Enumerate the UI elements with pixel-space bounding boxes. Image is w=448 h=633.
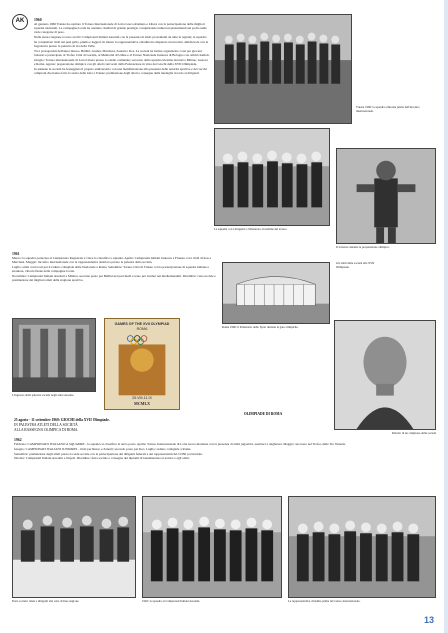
photo-stadium <box>222 262 330 324</box>
olympic-title: OLIMPIADE DI ROMA <box>243 412 283 416</box>
paragraph: In autunno la società ha festeggiato il proprio anniversario con una manifestazione alla presenza delle autorità sportive e dei vecchi campioni che hanno fatto la storia della lotta a Trieste; premiazione degli atleti e consegna delle medaglie ricordo ai dirigenti. <box>34 67 207 76</box>
photo-hall <box>12 318 96 392</box>
caption-stadium: Roma 1960: il Palazzetto dello Sport durante le gare olimpiche. <box>222 326 299 329</box>
olympic-poster <box>104 318 180 410</box>
caption-wrestler: Il lottatore durante la preparazione olimpica. <box>336 246 390 249</box>
year-heading: 1960 <box>34 17 42 22</box>
poster-line2: ROMA <box>136 327 148 331</box>
caption-banquet: Festa sociale: atleti e dirigenti alla cena di fine stagione. <box>12 600 80 603</box>
caption-team-2: La squadra con i dirigenti e l'allenatore al termine del torneo. <box>214 228 288 231</box>
photo-team-4 <box>288 496 436 598</box>
caption-team-1: Trieste 1960: la squadra schierata prima dell'incontro internazionale. <box>356 106 420 113</box>
olympic-line3: ALLA RASSEGNA OLIMPICA DI ROMA. <box>14 428 79 432</box>
society-logo-icon <box>12 14 28 30</box>
page-number: 13 <box>423 615 434 625</box>
caption-team-4: La rappresentativa cittadina prima del torneo internazionale. <box>288 600 361 603</box>
paragraph: Giugno: Torneo internazionale di Lotta Libera presso lo stadio comunale; successo della squadra triestina davanti a Milano, Genova e Roma. Agosto: preparazione olimpica con gli atleti convocati dalla Federazione in vista dei Giochi della XVII Olimpiade. <box>34 57 209 67</box>
photo-banquet <box>12 496 136 598</box>
poster-line1: GAMES OF THE XVII OLYMPIAD <box>114 322 170 326</box>
poster-line3: 25.VIII-11.IX <box>132 396 152 400</box>
mid-text-block <box>12 250 218 314</box>
year-heading: 1961 <box>12 251 20 256</box>
paragraph: Nella stessa stagione si sono svolti i Campionati Italiani Assoluti con la presenza di atleti provenienti da tutte le regioni; la squadra ha conquistato titoli nei pesi gallo, piuma e leggeri. In marzo la rappresentativa cittadina ha disputato un incontro amichevole con la Jugoslavia presso la palestra di via della Valle. <box>34 35 209 48</box>
paragraph: Marzo: la squadra partecipa al Campionato Regionale e vince la classifica a squadre. Aprile: Campionati Italiani Juniores a Firenze con i titoli di Kos e Marchesi. Maggio: incontro internazionale con la rappresentativa austriaca presso la palestra della società. <box>12 255 212 265</box>
photo-team-2 <box>214 128 330 226</box>
top-text-block <box>34 16 210 230</box>
caption-hall: L'ingresso della palestra sociale negli anni sessanta. <box>12 394 75 397</box>
paragraph: Luglio: atleti convocati per il raduno collegiale della Nazionale a Roma. Settembre: Torneo Città di Trieste con la partecipazione di squadre italiane e straniere, vittoria finale della compagine locale. <box>12 264 209 274</box>
paragraph: Settembre: premiazione degli atleti presso la sede sociale con la partecipazione dei dirigenti federali e dei rappresentanti del CONI provinciale. <box>14 451 203 456</box>
olympic-line1: 25 agosto - 11 settembre 1960: GIOCHI della XVII Olimpiade. <box>14 418 110 422</box>
paragraph: Ottobre: Campionati Italiani Assoluti a Napoli. Dicembre: festa sociale e consegna dei diplomi di benemerenza ai tecnici e agli atleti. <box>14 456 190 461</box>
lower-text-block <box>14 436 434 490</box>
caption-portrait: Ritratto di un campione della società <box>391 432 436 435</box>
olympic-line2: IN PALESTRA ATLETI DELLA SOCIETÀ <box>14 423 78 427</box>
logo-label: AK <box>15 18 25 24</box>
photo-portrait <box>334 320 436 430</box>
poster-line4: MCMLX <box>134 401 150 406</box>
side-bar <box>444 0 448 633</box>
photo-wrestler <box>336 148 436 244</box>
photo-team-1 <box>214 14 352 124</box>
paragraph: Al gennaio 1960 Trieste ha ospitato il Torneo Internazionale di Lotta Greco-Romana e Libera con la partecipazione delle migliori squadre nazionali. La compagine locale ha ottenuto risultati di grande prestigio conquistando numerosi piazzamenti sul podio nelle varie categorie di peso. <box>34 21 207 35</box>
year-heading: 1962 <box>14 437 22 442</box>
paragraph: Febbraio: CAMPIONATO ITALIANO A SQUADRE - la squadra si classifica al terzo posto. Aprile: Torneo Internazionale di Lotta Greco-Romana con la presenza di atleti jugoslavi, austriaci e ungheresi. Maggio: successo nel Trofeo delle Tre Venezie. <box>14 441 346 446</box>
photo-team-3 <box>142 496 282 598</box>
side-note: Gli atleti della società alla XVII Olimpiade. <box>336 262 375 269</box>
paragraph: Tra i protagonisti dell'anno: Russo, Bellini, Gruber, Marchesi, Zanetti e Kos. La società ha inoltre organizzato corsi per giovani lottatori e partecipato al Trofeo Città di Gorizia, al Memorial di Udine e al Torneo Nazionale Juniores di Bologna con ottimi risultati. <box>34 48 210 58</box>
paragraph: Novembre: Campionati Italiani Assoluti a Milano; secondo posto per Bellini nei pesi medi e terzo per Gruber nei mediomassimi. Dicembre: cena sociale e premiazione dei migliori atleti della stagione sportiva. <box>12 274 216 283</box>
caption-team-3: 1962: la squadra ai Campionati Italiani Assoluti. <box>142 600 201 603</box>
paragraph: Giugno: CAMPIONATI ITALIANI JUNIORES - titoli per Russo e Zanetti; secondo posto per Kos. Luglio: raduno collegiale a Roma. <box>14 446 192 451</box>
